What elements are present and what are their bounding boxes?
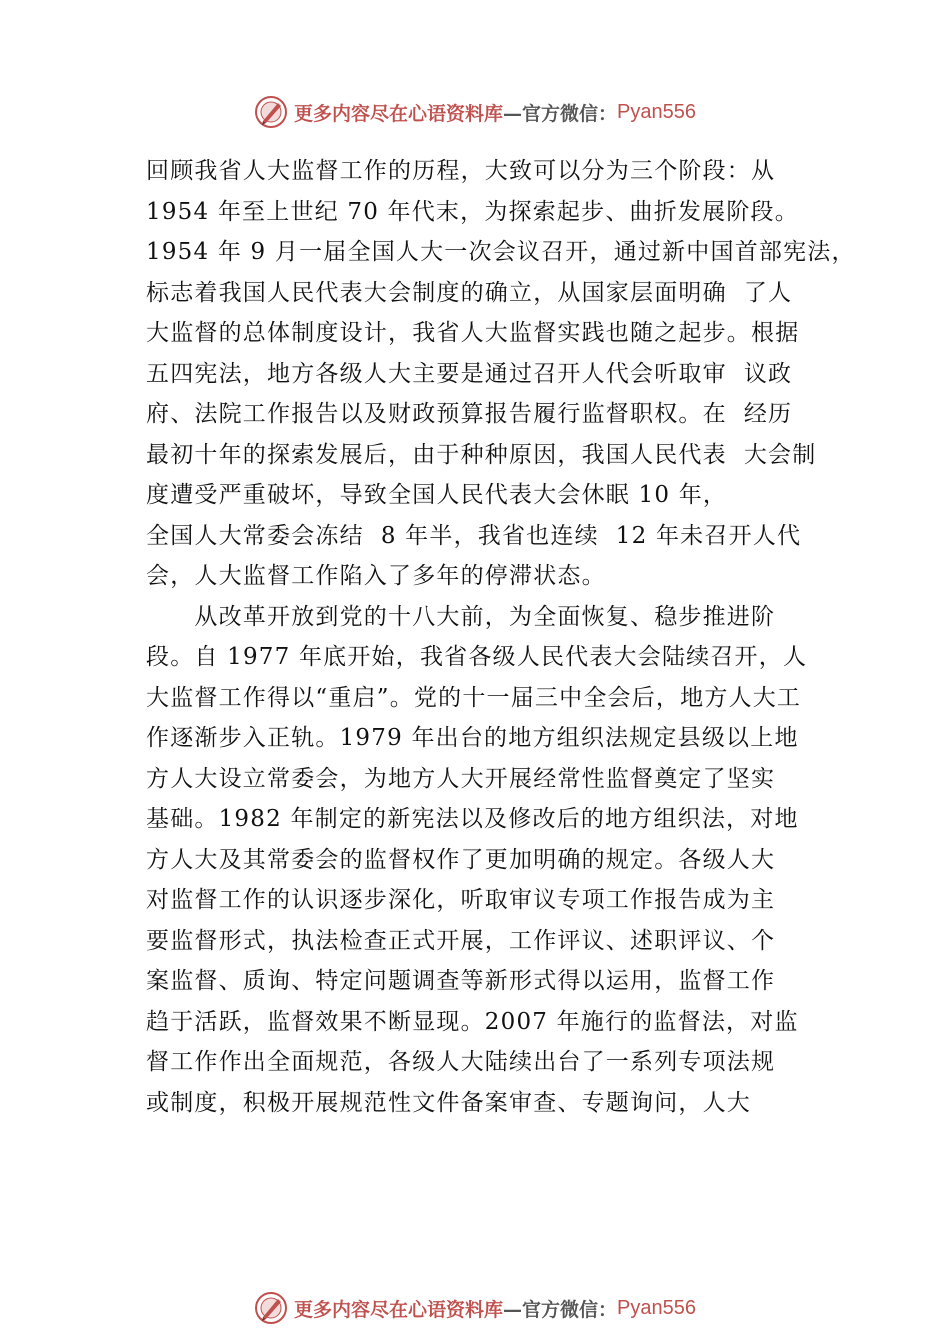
text-line: 大监督工作得以“重启”。党的十一届三中全会后，地方人大工 <box>146 684 802 711</box>
text-line: 督工作作出全面规范，各级人大陆续出台了一系列专项法规 <box>146 1049 776 1075</box>
text-line: 案监督、质询、特定问题调查等新形式得以运用，监督工作 <box>146 968 776 994</box>
text-line: 全国人大常委会冻结 8 年半，我省也连续 12 年未召开人代 <box>146 522 802 549</box>
text-line: 标志着我国人民代表大会制度的确立，从国家层面明确 了人 <box>146 279 793 306</box>
text-line: 五四宪法，地方各级人大主要是通过召开人代会听取审 议政 <box>146 360 793 387</box>
text-line: 或制度，积极开展规范性文件备案审查、专题询问，人大 <box>146 1089 751 1116</box>
text-line: 从改革开放到党的十八大前，为全面恢复、稳步推进阶 <box>146 603 776 630</box>
watermark-wechat-id: Pyan556 <box>617 100 696 123</box>
footer-watermark <box>0 1288 950 1328</box>
text-line: 度遭受严重破坏，导致全国人民代表大会休眠 10 年， <box>146 482 728 508</box>
watermark-wechat-id: Pyan556 <box>617 1296 696 1319</box>
watermark-site-name: 更多内容尽在心语资料库 <box>294 102 504 125</box>
text-line: 基础。1982 年制定的新宪法以及修改后的地方组织法，对地 <box>146 806 799 832</box>
text-line: 大监督的总体制度设计，我省人大监督实践也随之起步。根据 <box>146 320 800 346</box>
text-line: 最初十年的探索发展后，由于种种原因，我国人民代表 大会制 <box>146 441 817 468</box>
pen-logo-icon <box>254 1291 288 1325</box>
text-line: 方人大设立常委会，为地方人大开展经常性监督奠定了坚实 <box>146 765 776 792</box>
text-line: 方人大及其常委会的监督权作了更加明确的规定。各级人大 <box>146 846 776 873</box>
watermark-wechat-label: —官方微信： <box>503 1298 618 1321</box>
text-line: 作逐渐步入正轨。1979 年出台的地方组织法规定县级以上地 <box>146 725 799 751</box>
text-line: 对监督工作的认识逐步深化，听取审议专项工作报告成为主 <box>146 887 776 913</box>
watermark-site-name: 更多内容尽在心语资料库 <box>294 1298 504 1321</box>
document-body <box>146 151 866 1123</box>
text-line: 回顾我省人大监督工作的历程，大致可以分为三个阶段：从 <box>146 158 776 184</box>
header-watermark <box>0 92 950 132</box>
text-line: 要监督形式，执法检查正式开展，工作评议、述职评议、个 <box>146 927 776 954</box>
text-line: 府、法院工作报告以及财政预算报告履行监督职权。在 经历 <box>146 401 793 427</box>
text-line: 段。自 1977 年底开始，我省各级人民代表大会陆续召开，人 <box>146 644 808 670</box>
text-line: 趋于活跃，监督效果不断显现。2007 年施行的监督法，对监 <box>146 1008 799 1035</box>
text-line: 会，人大监督工作陷入了多年的停滞状态。 <box>146 563 606 589</box>
pen-logo-icon <box>254 95 288 129</box>
text-line: 1954 年至上世纪 70 年代末，为探索起步、曲折发展阶段。 <box>146 198 799 225</box>
text-line: 1954 年 9 月一届全国人大一次会议召开，通过新中国首部宪法， <box>146 239 856 265</box>
watermark-wechat-label: —官方微信： <box>503 102 618 125</box>
